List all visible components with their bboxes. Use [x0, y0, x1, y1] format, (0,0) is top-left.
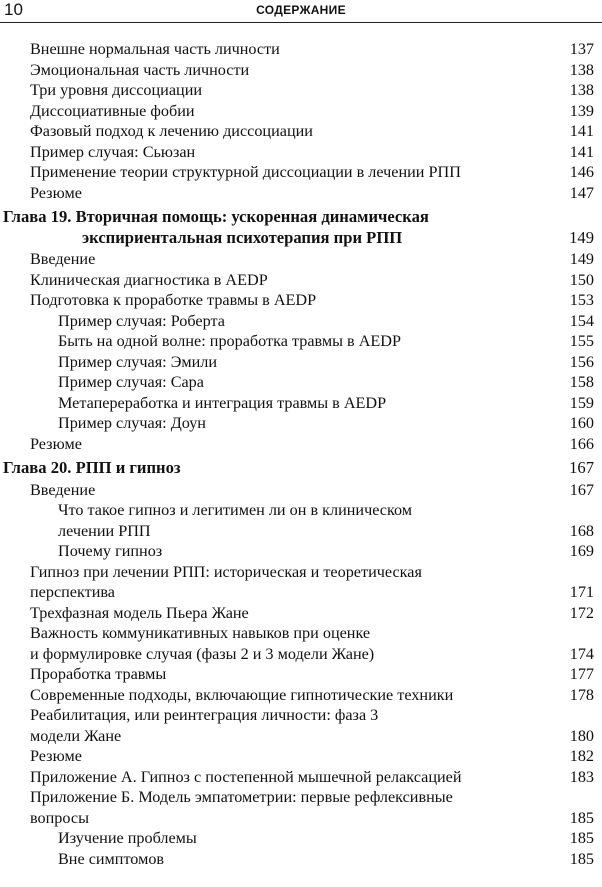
- toc-entry-page-number: 150: [569, 270, 594, 289]
- toc-entry: [0, 372, 602, 393]
- toc-entry: [0, 787, 602, 828]
- toc-entry: [0, 331, 602, 352]
- toc-entry-page-number: 185: [569, 829, 594, 847]
- toc-entry-page-number: 137: [569, 40, 594, 58]
- toc-entry-page-number: 174: [569, 644, 594, 663]
- toc-entry-page-number: 180: [569, 726, 594, 745]
- toc-entry-title: Пример случая: Сьюзан: [30, 142, 196, 161]
- toc-entry-page-number: 154: [569, 311, 594, 330]
- toc-entry-title: Реабилитация, или реинтеграция личности: фаза 3: [30, 706, 379, 724]
- toc-entry-title: Приложение Б. Модель эмпатометрии: первые рефлексивные: [30, 788, 453, 806]
- toc-entry: [0, 541, 602, 562]
- toc-entry: [0, 60, 602, 81]
- toc-entry-page-number: 153: [569, 291, 594, 309]
- toc-entry-title: Трехфазная модель Пьера Жане: [30, 603, 249, 622]
- toc-entry: [0, 162, 602, 183]
- toc-entry-title: Глава 20. РПП и гипноз: [3, 458, 181, 477]
- toc-entry: [0, 623, 602, 664]
- toc-entry: [0, 480, 602, 501]
- toc-chapter-entry: [0, 207, 602, 248]
- toc-entry-title: Три уровня диссоциации: [30, 81, 203, 99]
- page-header: [0, 0, 602, 23]
- toc-entry: [0, 249, 602, 270]
- toc-entry-title: Подготовка к проработке травмы в AEDP: [30, 291, 317, 309]
- toc-entry: [0, 80, 602, 101]
- toc-entry: [0, 183, 602, 204]
- toc-entry-title: Применение теории структурной диссоциации в лечении РПП: [30, 163, 461, 181]
- toc-entry: [0, 101, 602, 122]
- toc-entry: [0, 828, 602, 849]
- toc-entry-page-number: 155: [569, 332, 594, 350]
- toc-entry-title: Внешне нормальная часть личности: [30, 40, 280, 58]
- toc-entry-title: Метапереработка и интеграция травмы в AEDP: [58, 393, 387, 412]
- toc-entry-page-number: 149: [569, 250, 594, 268]
- toc-entry-page-number: 167: [569, 480, 594, 499]
- toc-entry: [0, 664, 602, 685]
- toc-entry-title-continued: и формулировке случая (фазы 2 и 3 модели Жане): [30, 644, 375, 663]
- toc-entry-title: Современные подходы, включающие гипнотические техники: [30, 685, 454, 704]
- toc-entry: [0, 290, 602, 311]
- toc-entry-page-number: 158: [569, 373, 594, 391]
- toc-entry-page-number: 167: [569, 458, 594, 477]
- toc-entry-page-number: 172: [569, 603, 594, 622]
- toc-entry: [0, 685, 602, 706]
- toc-entry-page-number: 141: [569, 122, 594, 140]
- toc-entry-title: Резюме: [30, 183, 82, 202]
- toc-entry-page-number: 177: [569, 665, 594, 683]
- toc-entry-title: Изучение проблемы: [58, 829, 197, 847]
- toc-entry: [0, 413, 602, 434]
- toc-entry: [0, 500, 602, 541]
- toc-entry-title: Пример случая: Сара: [58, 373, 204, 391]
- toc-entry-page-number: 185: [569, 849, 594, 868]
- toc-entry: [0, 121, 602, 142]
- toc-entry: [0, 352, 602, 373]
- toc-entry: [0, 603, 602, 624]
- toc-entry-title: Почему гипноз: [58, 542, 163, 560]
- toc-entry: [0, 311, 602, 332]
- toc-entry-page-number: 149: [569, 227, 594, 247]
- toc-entry-page-number: 147: [569, 183, 594, 202]
- toc-entry-title: Важность коммуникативных навыков при оценке: [30, 624, 371, 642]
- toc-entry: [0, 142, 602, 163]
- toc-entry-title: Быть на одной волне: проработка травмы в AEDP: [58, 332, 401, 350]
- toc-entry-page-number: 146: [569, 163, 594, 181]
- toc-entry-title-continued: вопросы: [30, 808, 89, 827]
- toc-entry-title: Глава 19. Вторичная помощь: ускоренная динамическая: [3, 207, 429, 226]
- toc-entry: [0, 767, 602, 788]
- toc-entry-title: Резюме: [30, 434, 82, 453]
- toc-entry-title: Проработка травмы: [30, 665, 167, 683]
- toc-entry-page-number: 141: [569, 142, 594, 161]
- toc-entry-title: Пример случая: Роберта: [58, 311, 225, 330]
- toc-entry: [0, 746, 602, 767]
- toc-entry-title: Приложение А. Гипноз с постепенной мышечной релаксацией: [30, 767, 462, 786]
- toc-entry: [0, 434, 602, 455]
- toc-entry-title-continued: лечении РПП: [58, 521, 151, 540]
- toc-entry-title: Введение: [30, 480, 96, 499]
- toc-entry: [0, 849, 602, 870]
- toc-entry-title: Фазовый подход к лечению диссоциации: [30, 122, 313, 140]
- toc-entry-page-number: 169: [569, 542, 594, 560]
- toc-entry-title-continued: перспектива: [30, 583, 115, 601]
- toc-entry-title: Гипноз при лечении РПП: историческая и теоретическая: [30, 562, 422, 581]
- toc-entry-page-number: 178: [569, 685, 594, 704]
- toc-entry-page-number: 156: [569, 352, 594, 371]
- page-number: 10: [4, 0, 23, 19]
- toc-entry-page-number: 138: [569, 81, 594, 99]
- running-title: СОДЕРЖАНИЕ: [256, 3, 346, 17]
- toc-entry-title: Диссоциативные фобии: [30, 101, 195, 120]
- toc-entry-page-number: 139: [569, 101, 594, 120]
- toc-entry-page-number: 171: [569, 583, 594, 601]
- toc-entry-title-continued: модели Жане: [30, 726, 122, 745]
- toc-entry-page-number: 185: [569, 808, 594, 827]
- toc-entry: [0, 39, 602, 60]
- toc-entry-title: Пример случая: Эмили: [58, 352, 218, 371]
- toc-entry-page-number: 183: [569, 767, 594, 786]
- toc-entry-page-number: 160: [569, 414, 594, 432]
- toc-entry-title: Пример случая: Доун: [58, 414, 206, 432]
- toc-entry-page-number: 166: [569, 434, 594, 453]
- toc-entry-title: Эмоциональная часть личности: [30, 60, 250, 79]
- toc-entry-title: Резюме: [30, 747, 82, 765]
- table-of-contents: [0, 39, 602, 869]
- toc-entry-title: Клиническая диагностика в AEDP: [30, 270, 268, 289]
- toc-chapter-entry: [0, 458, 602, 479]
- toc-entry-title: Введение: [30, 250, 96, 268]
- toc-entry: [0, 270, 602, 291]
- toc-entry-title: Что такое гипноз и легитимен ли он в клиническом: [58, 501, 413, 519]
- toc-entry: [0, 562, 602, 603]
- toc-entry-page-number: 182: [569, 747, 594, 765]
- toc-entry: [0, 393, 602, 414]
- toc-entry-page-number: 138: [569, 60, 594, 79]
- toc-entry-title-continued: экспириентальная психотерапия при РПП: [82, 227, 403, 247]
- toc-entry-page-number: 159: [569, 393, 594, 412]
- toc-entry: [0, 705, 602, 746]
- toc-entry-page-number: 168: [569, 521, 594, 540]
- toc-entry-title: Вне симптомов: [58, 849, 165, 868]
